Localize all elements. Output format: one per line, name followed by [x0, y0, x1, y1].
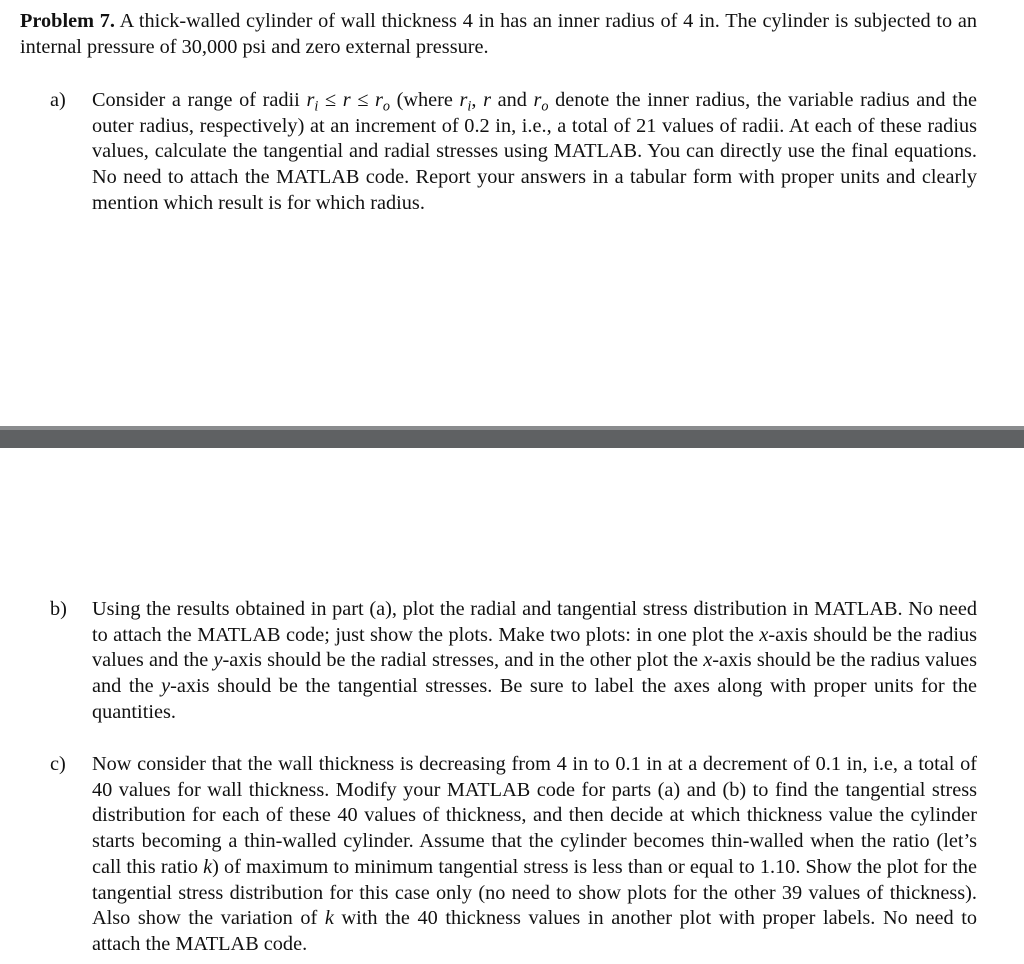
part-b-text: Using the results obtained in part (a), plot the radial and tangential stress distribution in MATLAB. No need to attach the MATLAB code; just show the plots. Make two plots: in one plot the x-axis should be the radius values and the y-axis should be the radial stresses, and in the other plot the x-axis should be the radius values and the y-axis should be the tangential stresses. Be sure to label the axes along with proper units for the quantities.: [92, 598, 978, 723]
part-a-text: Consider a range of radii $r_i \le r \le r_o$ (where $r_i$, r and $r_o$ denote the inner radius, the variable radius and the outer radius, respectively) at an increment of 0.2 in, i.e., a total of 21 values of radii. At each of these radius values, calculate the tangential and radial stresses using MATLAB. You can directly use the final equations. No need to attach the MATLAB code. Report your answers in a tabular form with proper units and clearly mention which result is for which radius.: [92, 89, 977, 214]
part-c: [50, 752, 977, 958]
part-b-marker: b): [50, 598, 67, 620]
part-c-text: Now consider that the wall thickness is decreasing from 4 in to 0.1 in at a decrement of 0.1 in, i.e, a total of 40 values for wall thickness. Modify your MATLAB code for parts (a) and (b) to find the tangential stress distribution for each of these 40 values of thickness, and then decide at which thickness value the cylinder starts becoming a thin-walled cylinder. Assume that the cylinder becomes thin-walled when the ratio (let’s call this ratio k) of maximum to minimum tangential stress is less than or equal to 1.10. Show the plot for the tangential stress distribution for this case only (no need to show plots for the other 39 values of thickness). Also show the variation of k with the 40 thickness values in another plot with proper labels. No need to attach the MATLAB code.: [92, 753, 977, 955]
part-b: [50, 597, 977, 726]
page-divider: [0, 426, 1024, 448]
problem-statement: [20, 9, 977, 60]
problem-label: Problem 7.: [20, 10, 115, 32]
problem-text: A thick-walled cylinder of wall thickness 4 in has an inner radius of 4 in. The cylinder is subjected to an internal pressure of 30,000 psi and zero external pressure.: [20, 10, 978, 58]
part-a-marker: a): [50, 89, 66, 111]
part-a: [50, 88, 977, 217]
part-c-marker: c): [50, 753, 66, 775]
